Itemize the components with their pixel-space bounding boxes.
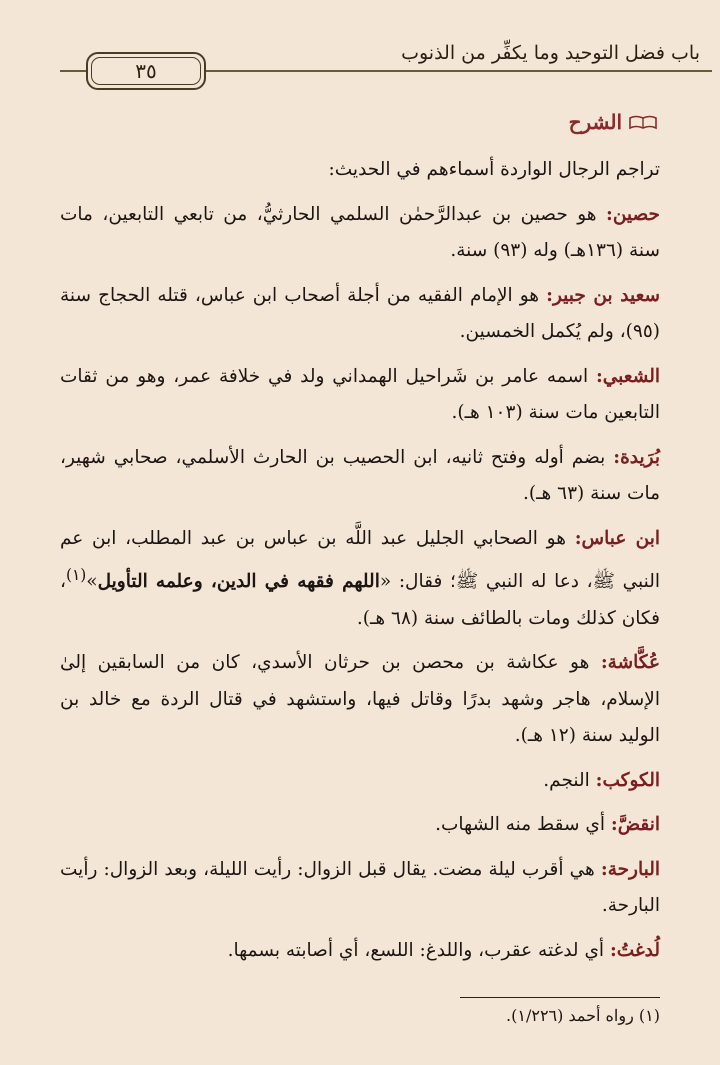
entry-ukkasha <box>60 645 660 755</box>
text-husain: هو حصين بن عبدالرَّحمٰن السلمي الحارثيُّ، من تابعي التابعين، مات سنة (١٣٦هـ) وله (٩٣) سنة. <box>60 203 660 261</box>
chapter-title: باب فضل التوحيد وما يكفِّر من الذنوب <box>395 42 706 64</box>
page-number: ٣٥ <box>135 59 157 83</box>
text-ibn-abbas-1: هو الصحابي الجليل عبد اللَّه بن عباس بن عبد المطلب، ابن عم النبي ﷺ، دعا له النبي ﷺ؛ فقال: « <box>60 527 660 593</box>
term-ukkasha: عُكَّاشة: <box>600 652 660 674</box>
text-bariha: هي أقرب ليلة مضت. يقال قبل الزوال: رأيت الليلة، وبعد الزوال: رأيت البارحة. <box>60 858 660 917</box>
term-ludighat: لُدغتُ: <box>609 939 660 961</box>
quote-ibn-abbas: اللهم فقهه في الدين، وعلمه التأويل <box>97 571 380 593</box>
entry-ludighat <box>60 933 660 970</box>
body-text <box>60 152 660 977</box>
text-buraida: بضم أوله وفتح ثانيه، ابن الحصيب بن الحارث الأسلمي، صحابي شهير، مات سنة (٦٣ هـ). <box>60 446 660 504</box>
page-number-dash <box>60 70 78 72</box>
footnote: (١) رواه أحمد (١/٢٢٦). <box>506 1006 660 1025</box>
entry-kawkab <box>60 763 660 800</box>
sharh-label: الشرح <box>568 110 622 134</box>
entry-buraida <box>60 440 660 513</box>
footnote-rule <box>460 997 660 998</box>
text-kawkab: النجم. <box>543 769 590 791</box>
text-said: هو الإمام الفقيه من أجلة أصحاب ابن عباس، قتله الحجاج سنة (٩٥)، ولم يُكمل الخمسين. <box>60 284 660 342</box>
term-husain: حصين: <box>606 203 660 225</box>
entry-bariha <box>60 852 660 925</box>
text-inqadda: أي سقط منه الشهاب. <box>435 814 605 836</box>
term-said: سعيد بن جبير: <box>546 284 660 306</box>
open-book-icon <box>628 114 658 130</box>
text-ibn-abbas-2: » <box>86 571 98 593</box>
term-shabi: الشعبي: <box>595 365 660 387</box>
text-ibn-abbas-3: ، فكان كذلك ومات بالطائف سنة (٦٨ هـ). <box>60 571 660 629</box>
term-inqadda: انقضَّ: <box>610 814 660 836</box>
term-buraida: بُرَيدة: <box>613 446 660 468</box>
entry-husain <box>60 197 660 270</box>
entry-shabi <box>60 359 660 432</box>
entry-ibn-abbas <box>60 521 660 638</box>
text-ludighat: أي لدغته عقرب، واللدغ: اللسع، أي أصابته بسمها. <box>227 939 605 961</box>
intro-line: تراجم الرجال الواردة أسماءهم في الحديث: <box>328 159 660 180</box>
term-kawkab: الكوكب: <box>595 769 660 791</box>
entry-said <box>60 278 660 351</box>
sharh-heading <box>569 110 658 134</box>
text-shabi: اسمه عامر بن شَراحيل الهمداني ولد في خلافة عمر، وهو من ثقات التابعين مات سنة (١٠٣ هـ). <box>60 365 660 423</box>
page-number-frame <box>86 52 206 90</box>
text-ukkasha: هو عكاشة بن محصن بن حرثان الأسدي، كان من السابقين إلىٰ الإسلام، هاجر وشهد بدرًا وقاتل فيها، واستشهد في قتال الردة مع خالد بن الوليد سنة (١٢ هـ). <box>60 652 660 747</box>
term-bariha: البارحة: <box>600 858 660 880</box>
footnote-ref[interactable]: (١) <box>65 566 87 584</box>
entry-inqadda <box>60 807 660 844</box>
term-ibn-abbas: ابن عباس: <box>574 527 661 549</box>
page-number-inner-frame <box>91 57 201 85</box>
page-header <box>60 42 712 86</box>
